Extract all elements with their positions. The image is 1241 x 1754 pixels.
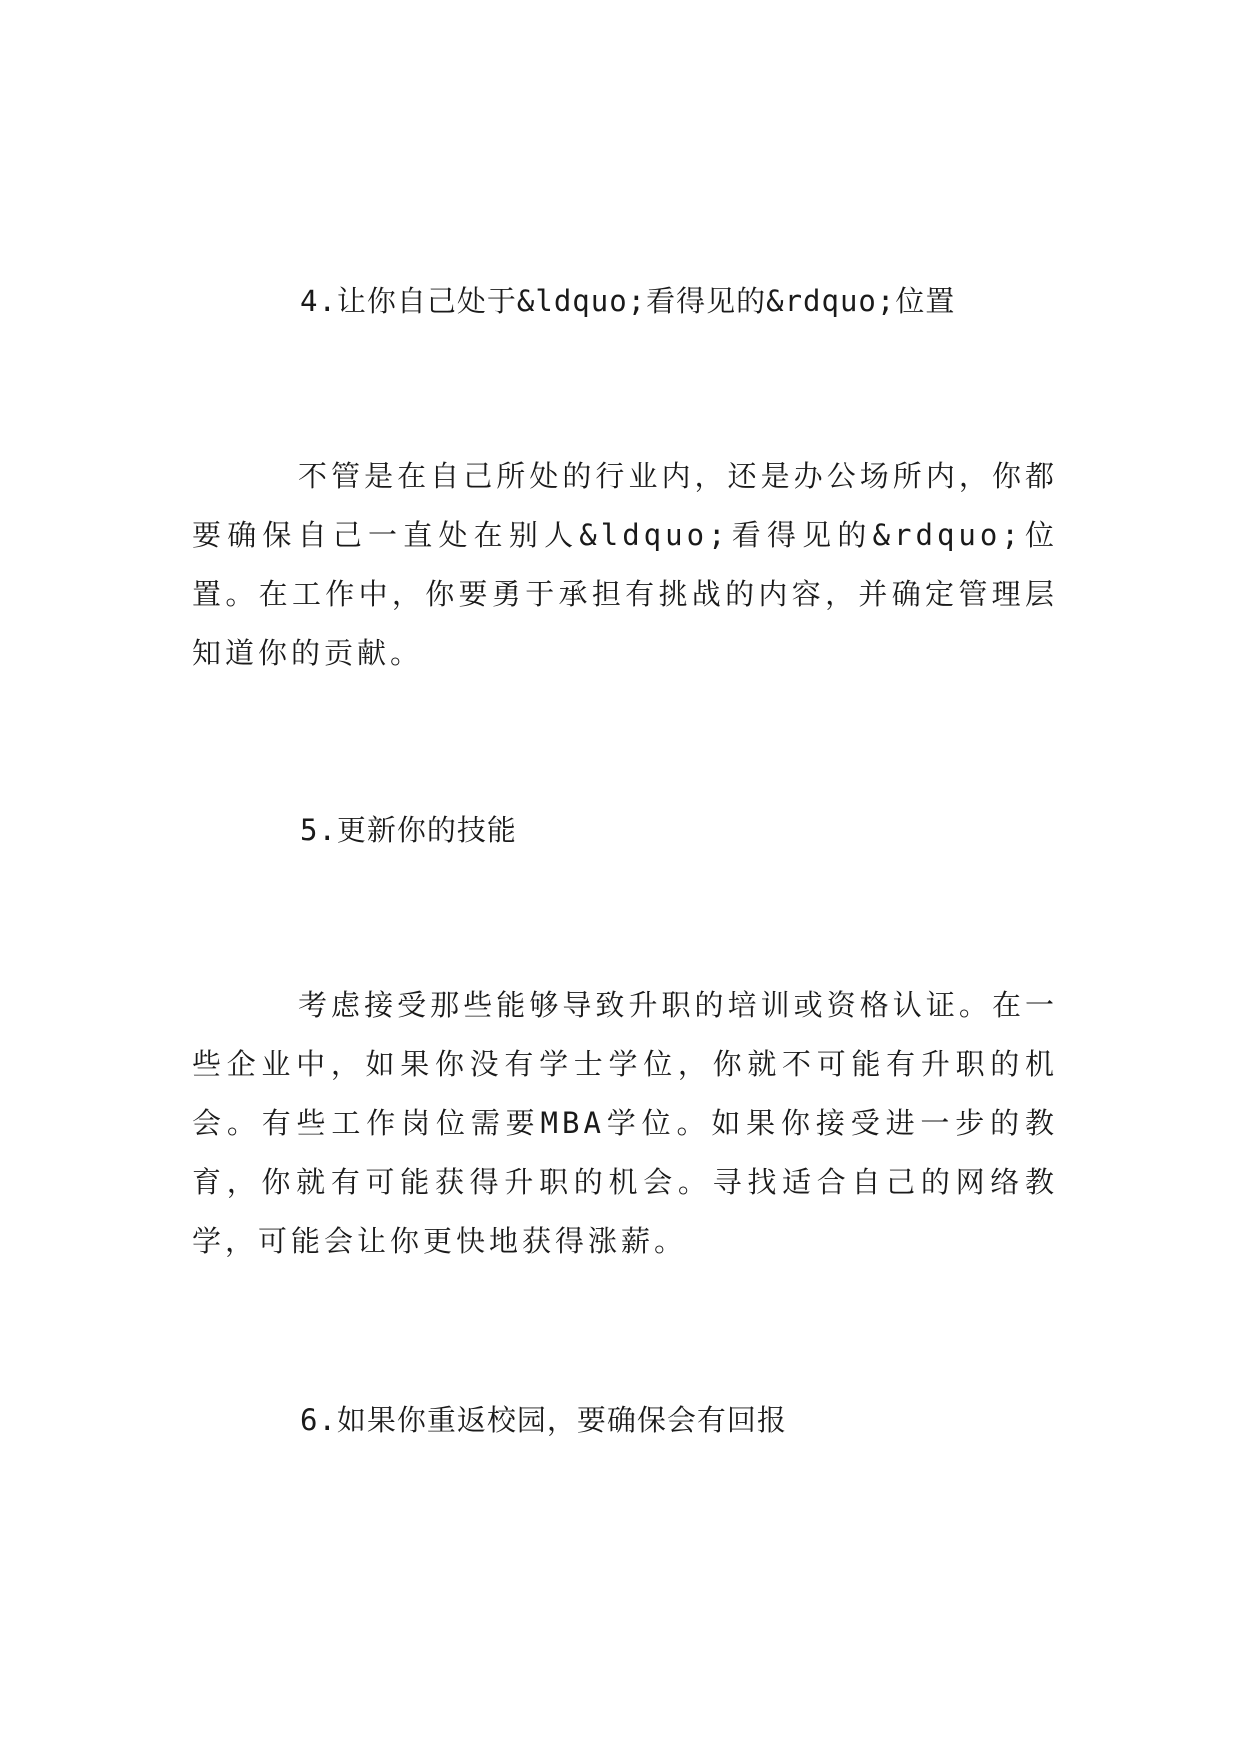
section-paragraph-5: 考虑接受那些能够导致升职的培训或资格认证。在一些企业中，如果你没有学士学位，你就不可能有升职的机会。有些工作岗位需要MBA学位。如果你接受进一步的教育，你就有可能获得升职的机会。寻找适合自己的网络教学，可能会让你更快地获得涨薪。 <box>192 988 1058 1258</box>
section-heading-4: 4.让你自己处于&ldquo;看得见的&rdquo;位置 <box>300 284 956 318</box>
section-heading-5: 5.更新你的技能 <box>300 813 517 847</box>
section-paragraph-4: 不管是在自己所处的行业内，还是办公场所内，你都要确保自己一直处在别人&ldquo;看得见的&rdquo;位置。在工作中，你要勇于承担有挑战的内容，并确定管理层知道你的贡献。 <box>192 459 1058 670</box>
section-heading-6: 6.如果你重返校园，要确保会有回报 <box>300 1403 787 1437</box>
